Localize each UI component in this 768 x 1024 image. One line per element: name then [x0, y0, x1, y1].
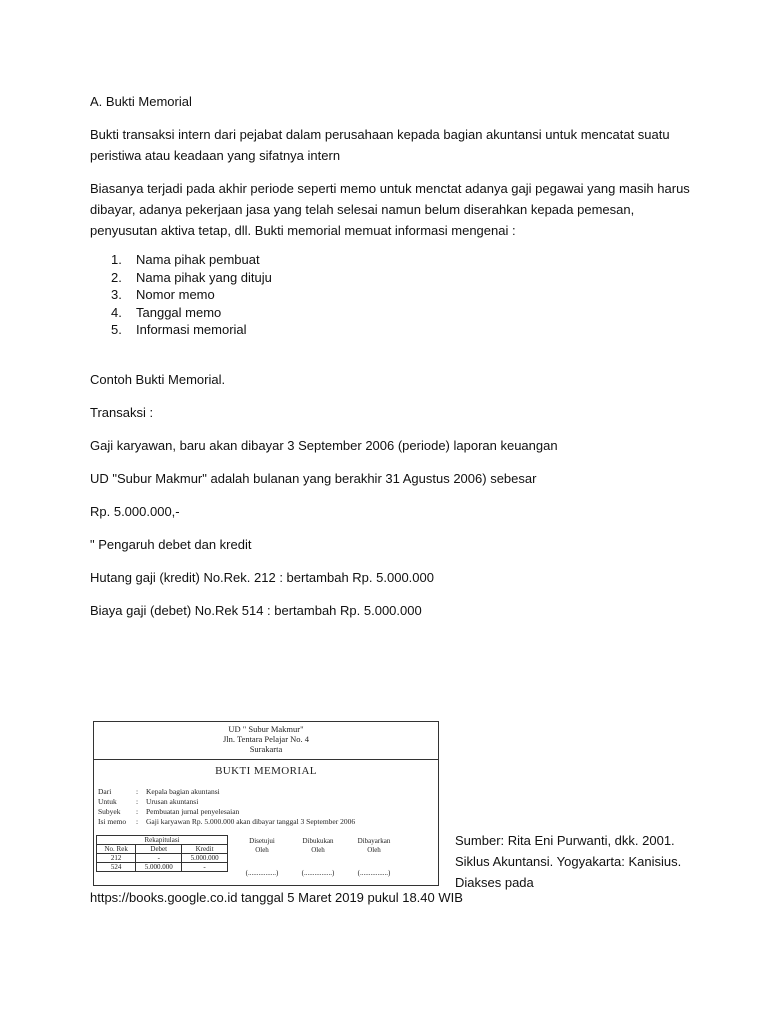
recap-header: Kredit — [182, 845, 228, 854]
example-line: UD "Subur Makmur" adalah bulanan yang berakhir 31 Agustus 2006) sebesar — [90, 471, 537, 486]
information-list — [91, 251, 272, 339]
list-number: 5. — [111, 322, 122, 337]
memorial-form — [93, 721, 439, 886]
usage-paragraph: Biasanya terjadi pada akhir periode seperti memo untuk menctat adanya gaji pegawai yang masih harus dibayar, adanya pekerjaan jasa yang telah selesai namun belum diserahkan kepada pemesan, penyusutan aktiva tetap, dll. Bukti memorial memuat informasi mengenai : — [90, 181, 690, 238]
meta-value: Kepala bagian akuntansi — [146, 787, 220, 796]
recap-title: Rekapitulasi — [97, 836, 228, 845]
recap-cell: - — [136, 854, 182, 863]
meta-value: Pembuatan jurnal penyelesaian — [146, 807, 240, 816]
section-heading: A. Bukti Memorial — [90, 94, 192, 109]
recap-cell: 5.000.000 — [136, 863, 182, 872]
list-text: Nomor memo — [136, 287, 215, 302]
signature-label: Dibayarkan — [357, 837, 391, 845]
signature-line: (................) — [301, 869, 335, 877]
debit-line: Biaya gaji (debet) No.Rek 514 : bertambah Rp. 5.000.000 — [90, 603, 422, 618]
list-item — [91, 304, 272, 322]
table-row — [97, 863, 228, 872]
meta-label: Dari — [98, 787, 112, 796]
recap-table — [96, 835, 228, 872]
signature-label: Disetujui — [249, 837, 275, 845]
signature-line: (................) — [357, 869, 391, 877]
recap-cell: 5.000.000 — [182, 854, 228, 863]
list-item — [91, 269, 272, 287]
credit-line: Hutang gaji (kredit) No.Rek. 212 : bertambah Rp. 5.000.000 — [90, 570, 434, 585]
signature-label: Oleh — [367, 846, 381, 854]
list-item — [91, 321, 272, 339]
meta-row: Subyek : Pembuatan jurnal penyelesaian — [98, 807, 240, 816]
list-number: 4. — [111, 304, 122, 320]
signature-booked — [290, 837, 346, 878]
source-citation: Sumber: Rita Eni Purwanti, dkk. 2001. Siklus Akuntansi. Yogyakarta: Kanisius. Diakses pada — [455, 833, 682, 890]
meta-value: Urusan akuntansi — [146, 797, 199, 806]
meta-label: Isi memo — [98, 817, 127, 826]
signature-label: Oleh — [311, 846, 325, 854]
definition-paragraph: Bukti transaksi intern dari pejabat dalam perusahaan kepada bagian akuntansi untuk mencatat suatu peristiwa atau keadaan yang sifatnya intern — [90, 127, 670, 163]
transaction-label: Transaksi : — [90, 405, 154, 420]
company-address: Jln. Tentara Pelajar No. 4 — [222, 734, 310, 744]
signature-label: Dibukukan — [302, 837, 334, 845]
list-number: 1. — [111, 252, 122, 267]
meta-row: Isi memo : Gaji karyawan Rp. 5.000.000 akan dibayar tanggal 3 September 2006 — [98, 817, 356, 826]
signature-line: (................) — [245, 869, 279, 877]
example-title: Contoh Bukti Memorial. — [90, 372, 226, 387]
company-city: Surakarta — [249, 744, 283, 754]
form-title: BUKTI MEMORIAL — [215, 765, 317, 777]
example-line: Gaji karyawan, baru akan dibayar 3 September 2006 (periode) laporan keuangan — [90, 438, 558, 453]
meta-label: Subyek — [98, 807, 121, 816]
amount-line: Rp. 5.000.000,- — [90, 504, 180, 519]
signature-approved — [234, 837, 290, 878]
list-text: Nama pihak yang dituju — [136, 269, 272, 285]
list-text: Tanggal memo — [136, 304, 222, 320]
source-url-line: https://books.google.co.id tanggal 5 Maret 2019 pukul 18.40 WIB — [90, 890, 463, 905]
recap-header: Debet — [136, 845, 182, 854]
form-divider — [94, 759, 438, 760]
list-number: 2. — [111, 269, 122, 285]
signature-paid — [346, 837, 402, 878]
recap-header: No. Rek — [97, 845, 136, 854]
list-text: Informasi memorial — [136, 322, 247, 337]
meta-row: Dari : Kepala bagian akuntansi — [98, 787, 220, 796]
list-item — [91, 251, 272, 269]
recap-cell: - — [182, 863, 228, 872]
recap-cell: 524 — [97, 863, 136, 872]
meta-label: Untuk — [98, 797, 117, 806]
meta-value: Gaji karyawan Rp. 5.000.000 akan dibayar tanggal 3 September 2006 — [146, 817, 356, 826]
list-item — [91, 286, 272, 304]
signature-label: Oleh — [255, 846, 269, 854]
company-name: UD " Subur Makmur" — [228, 724, 304, 734]
list-text: Nama pihak pembuat — [136, 252, 260, 267]
table-row — [97, 854, 228, 863]
effect-heading: " Pengaruh debet dan kredit — [90, 537, 252, 552]
recap-cell: 212 — [97, 854, 136, 863]
list-number: 3. — [111, 287, 122, 302]
meta-row: Untuk : Urusan akuntansi — [98, 797, 199, 806]
form-header — [94, 722, 438, 758]
